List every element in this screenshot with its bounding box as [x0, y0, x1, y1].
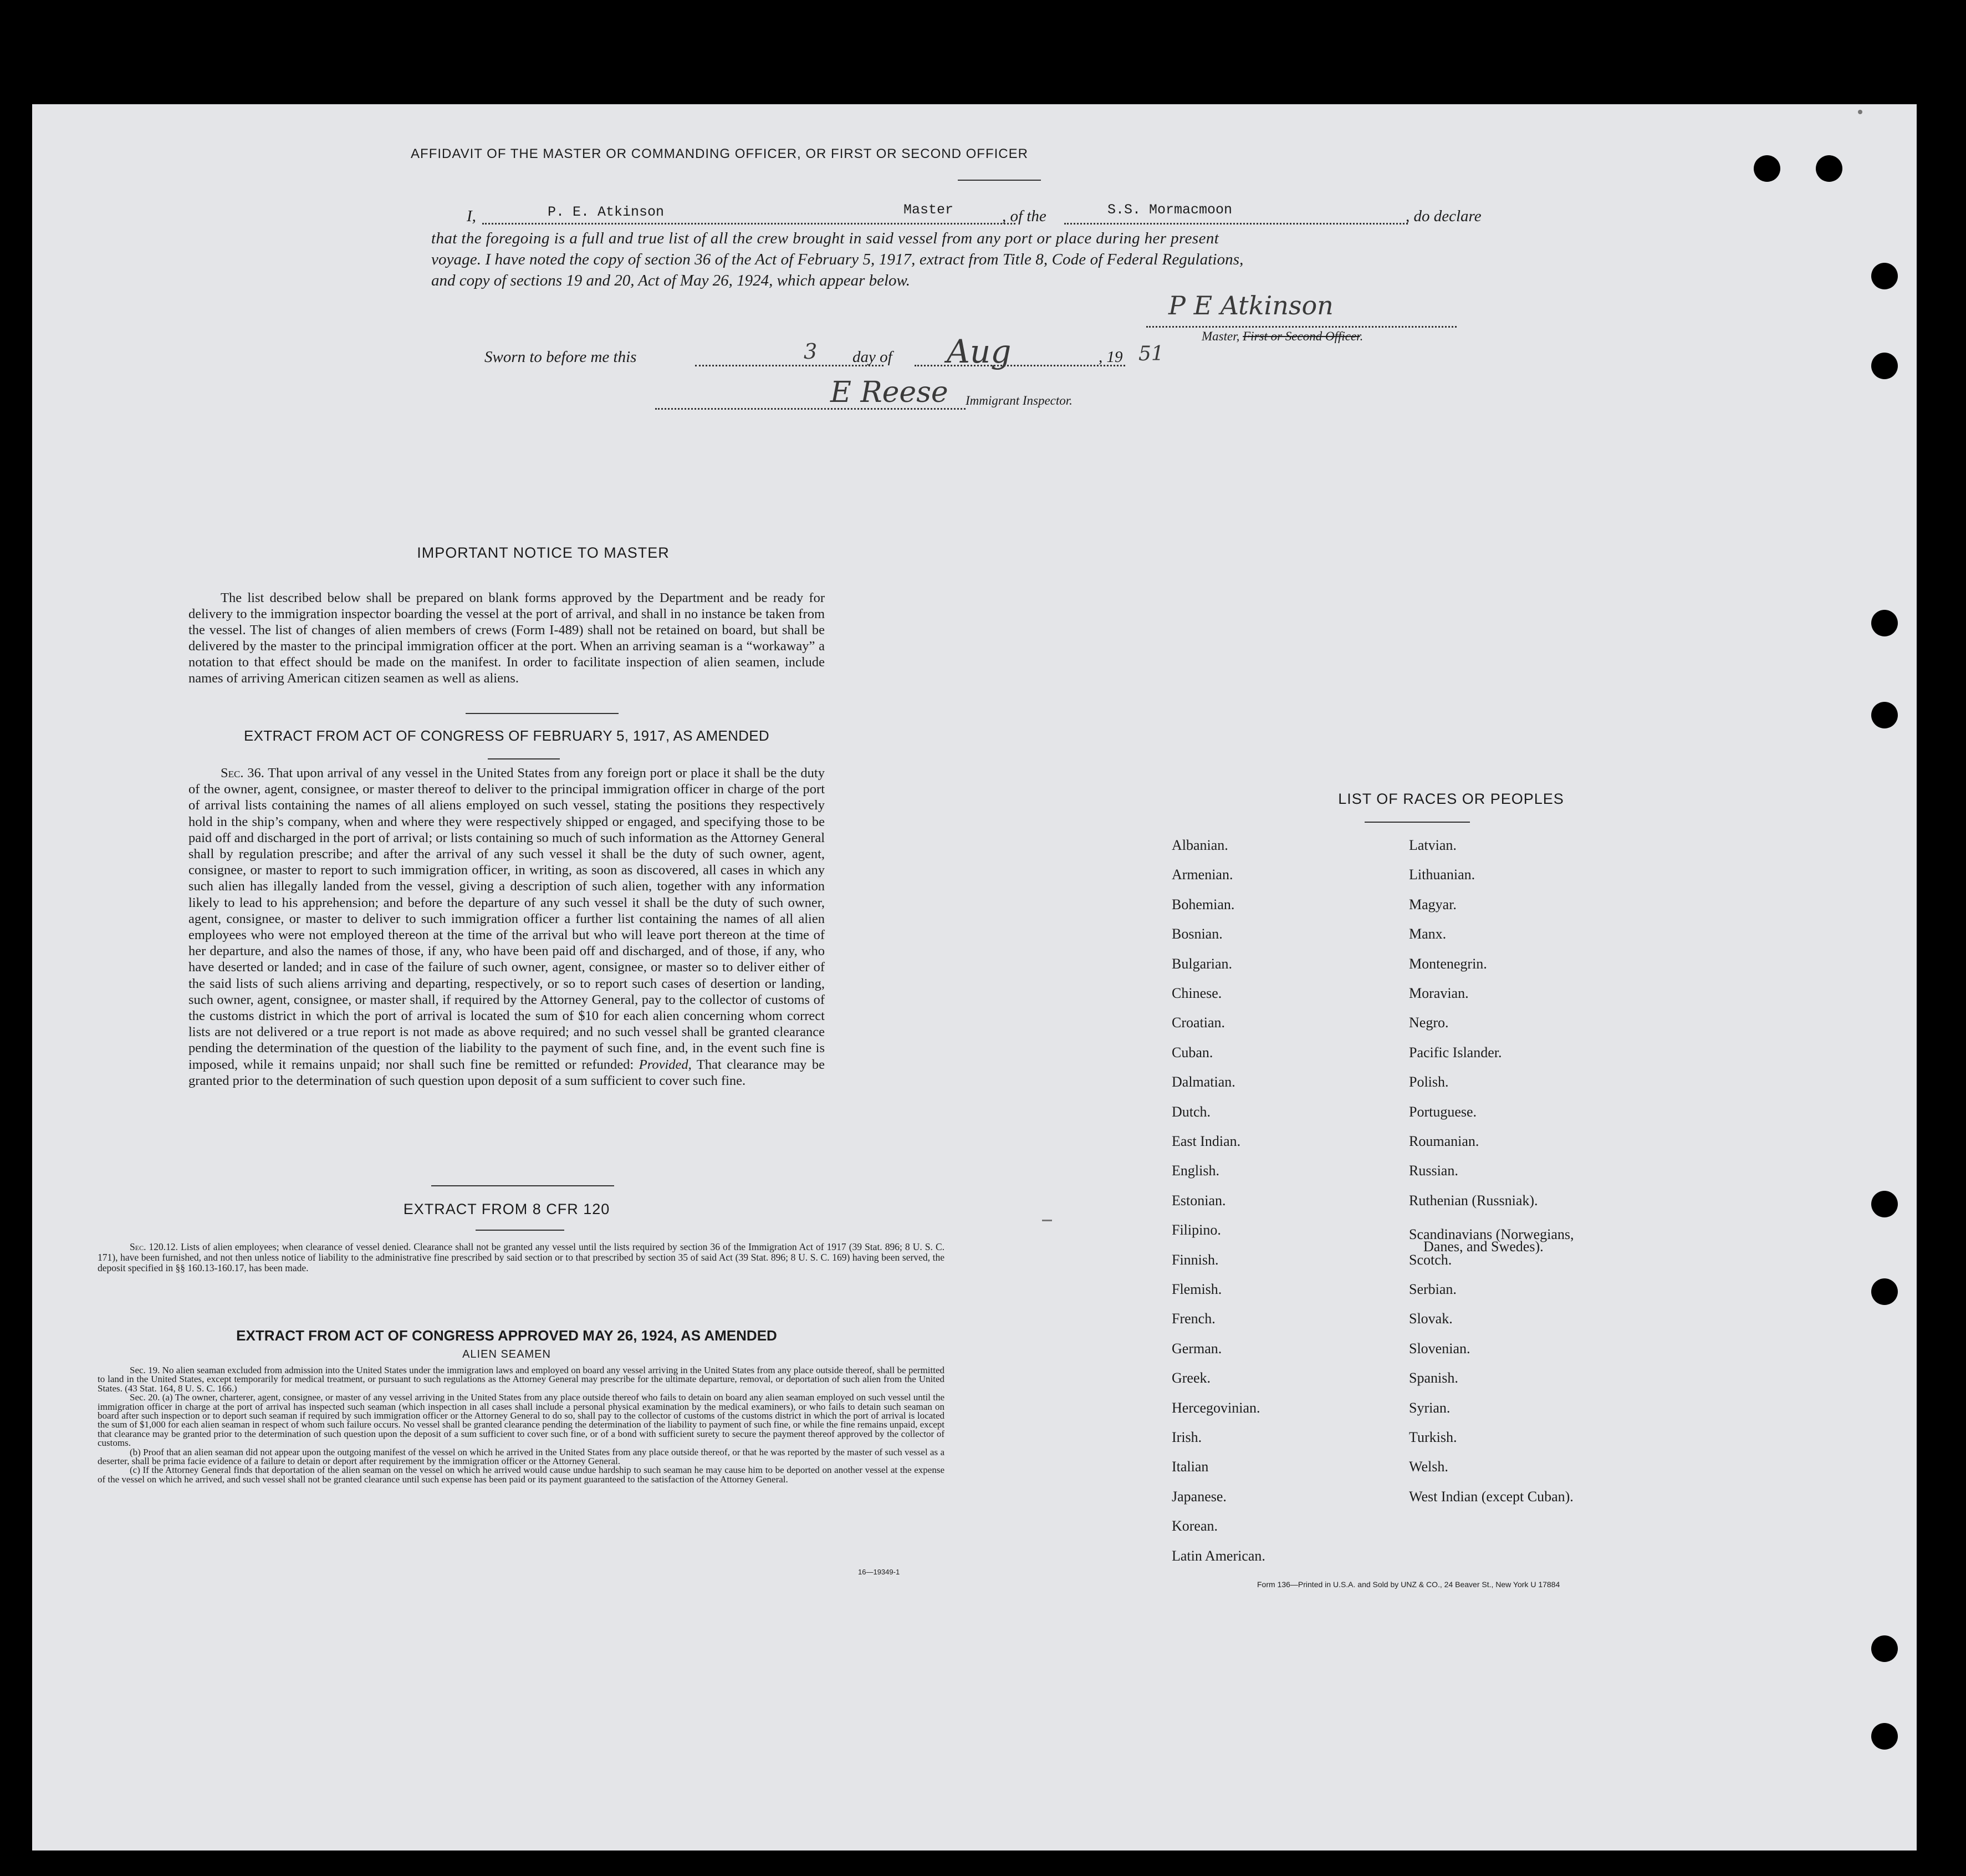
race-item: Negro. — [1409, 1015, 1449, 1031]
race-item: Spanish. — [1409, 1370, 1458, 1386]
vessel-name: S.S. Mormacmoon — [1107, 202, 1233, 218]
extract-1917-body — [188, 765, 825, 1089]
divider — [1365, 822, 1470, 823]
divider — [476, 1230, 564, 1231]
master-name: P. E. Atkinson — [548, 204, 665, 220]
race-item: Bohemian. — [1172, 896, 1235, 912]
race-item: Russian. — [1409, 1163, 1458, 1179]
race-item: Estonian. — [1172, 1192, 1226, 1209]
fill-line — [482, 223, 1015, 225]
document-sheet — [32, 104, 1917, 1850]
race-item: Bulgarian. — [1172, 955, 1233, 972]
race-item: Scotch. — [1409, 1251, 1452, 1268]
race-item: Flemish. — [1172, 1281, 1222, 1297]
speck — [1042, 1220, 1052, 1221]
race-item: German. — [1172, 1340, 1222, 1357]
race-item: Latvian. — [1409, 837, 1457, 853]
punch-hole — [1871, 353, 1898, 379]
extract-1924-title: EXTRACT FROM ACT OF CONGRESS APPROVED MAY 26, 1924, AS AMENDED — [236, 1327, 777, 1344]
extract-1917-title: EXTRACT FROM ACT OF CONGRESS OF FEBRUARY 5, 1917, AS AMENDED — [244, 727, 769, 744]
race-item: Dutch. — [1172, 1103, 1211, 1120]
race-item: Slovenian. — [1409, 1340, 1470, 1357]
year-prefix: , 19 — [1099, 348, 1123, 366]
race-item: Ruthenian (Russniak). — [1409, 1192, 1538, 1209]
day-of-label: day of — [852, 348, 892, 366]
extract-1924-body — [98, 1366, 944, 1484]
punch-hole — [1754, 155, 1780, 182]
extract-1924-subtitle: ALIEN SEAMEN — [462, 1348, 551, 1360]
affidavit-line-4: and copy of sections 19 and 20, Act of May 26, 1924, which appear below. — [431, 272, 910, 289]
master-rank: Master — [903, 202, 954, 218]
race-item: Japanese. — [1172, 1488, 1227, 1505]
sec-20a-text: Sec. 20. (a) The owner, charterer, agent, consignee, or master of any vessel arriving in the United States from any place outside thereof who fails to detain on board any alien seaman employed on such vessel until the immigration officer in charge at the port of arrival has inspected such seaman (which inspection in all cases shall include a personal physical examination by the medical examiners), or who fails to detain such seaman on board after such inspection or to deport such seaman if required by such immigration officer or the Attorney General to do so, shall pay to the collector of customs of the customs district in which the port of arrival is located the sum of $1,000 for each alien seaman in respect of whom such failure occurs. No vessel shall be granted clearance pending the determination of the liability to payment of such fine, or while the fine remains unpaid, except that clearance may be granted prior to the determination of such question upon the deposit of a sum sufficient to cover such fine, or of a bond with sufficient surety to secure the payment thereof approved by the collector of customs. — [98, 1392, 944, 1449]
race-item: Armenian. — [1172, 866, 1233, 883]
fill-line — [915, 365, 1125, 366]
race-item: Irish. — [1172, 1429, 1202, 1445]
punch-hole — [1816, 155, 1842, 182]
race-item: English. — [1172, 1163, 1219, 1179]
race-item: Welsh. — [1409, 1459, 1448, 1475]
month-value: Aug — [947, 333, 1012, 370]
inspector-label: Immigrant Inspector. — [966, 394, 1073, 407]
race-item: Portuguese. — [1409, 1103, 1477, 1120]
race-item: Finnish. — [1172, 1251, 1219, 1268]
punch-hole — [1871, 702, 1898, 728]
sec-120-text: Lists of alien employees; when clearance of vessel denied. Clearance shall not be granted any vessel until the lists required by section 36 of the Immigration Act of 1917 (39 Stat. 896; 8 U. S. C. 171), have been furnished, and not then unless notice of liability to the administrative fine prescribed by said section or to that prescribed by section 35 of said Act (39 Stat. 896; 8 U. S. C. 169) having been served, the deposit specified in §§ 160.13-160.17, has been made. — [98, 1241, 945, 1273]
sec-20b-text: (b) Proof that an alien seaman did not appear upon the outgoing manifest of the vessel on which he arrived in the United States from any place outside thereof, or that he was reported by the master of such vessel as a deserter, shall be prima facie evidence of a failure to detain or deport after requirement by the immigration officer or the Attorney General. — [98, 1446, 944, 1467]
race-item: Albanian. — [1172, 837, 1228, 853]
notice-body: The list described below shall be prepared on blank forms approved by the Department and be ready for delivery to the immigration inspector boarding the vessel at the port of arrival, and shall in no instance be taken from the vessel. The list of changes of alien members of crews (Form I-489) shall not be retained on board, but shall be delivered by the master to the principal immigration officer at the port. When an arriving seaman is a “workaway” a notation to that effect should be made on the manifest. In order to facilitate inspection of alien seamen, include names of arriving American citizen seamen as well as aliens. — [188, 590, 825, 686]
struck-officer-label: First or Second Officer — [1243, 329, 1360, 343]
race-item: Danes, and Swedes). — [1423, 1238, 1544, 1255]
punch-hole — [1871, 610, 1898, 636]
race-item: Greek. — [1172, 1370, 1211, 1386]
affidavit-line-3: voyage. I have noted the copy of section 36 of the Act of February 5, 1917, extract from Title 8, Code of Federal Regulations, — [431, 251, 1244, 268]
punch-hole — [1871, 1723, 1898, 1750]
do-declare-label: , do declare — [1406, 207, 1482, 225]
race-item: Turkish. — [1409, 1429, 1457, 1445]
race-item: Slovak. — [1409, 1311, 1453, 1327]
divider — [488, 758, 560, 759]
extract-cfr-body — [98, 1242, 944, 1273]
sworn-label: Sworn to before me this — [484, 348, 637, 366]
race-item: Croatian. — [1172, 1015, 1225, 1031]
races-title: LIST OF RACES OR PEOPLES — [1338, 791, 1564, 807]
race-item: East Indian. — [1172, 1133, 1241, 1149]
race-item: West Indian (except Cuban). — [1409, 1488, 1574, 1505]
divider — [431, 1185, 614, 1186]
race-item: Polish. — [1409, 1074, 1449, 1090]
notice-title: IMPORTANT NOTICE TO MASTER — [417, 544, 670, 561]
master-signature: P E Atkinson — [1168, 290, 1334, 320]
sec-36-text: That upon arrival of any vessel in the United States from any foreign port or place it shall be the duty of the owner, agent, consignee, or master thereof to deliver to the principal immigration officer in charge of the port of arrival lists containing the names of all aliens employed on such vessel, stating the positions they respectively hold in the ship’s company, when and where they were respectively shipped or engaged, and specifying those to be paid off and discharged in the port of arrival; or lists containing so much of such information as the Attorney General shall by regulation prescribe; and after the arrival of any such vessel it shall be the duty of such owner, agent, consignee, or master to report to such immigration officer, in writing, as soon as discovered, all cases in which any such alien has illegally landed from the vessel, giving a description of such alien, together with any information likely to lead to his apprehension; and before the departure of any such vessel it shall be the duty of such owner, agent, consignee, or master to deliver to such immigration officer a further list containing the names of all alien employees who were not employed thereon at the time of the arrival but who will leave port thereon at the time of her departure, and also the names of those, if any, who have been paid off and discharged, and of those, if any, who have deserted or landed; and in case of the failure of such owner, agent, consignee, or master so to deliver either of the said lists of such aliens arriving and departing, respectively, or so to report such cases of desertion or landing, such owner, agent, consignee, or master shall, if required by the Attorney General, pay to the collector of customs of the customs district in which the port of arrival is located the sum of $10 for each alien concerning whom correct lists are not delivered or a true report is not made as above required; and no such vessel shall be granted clearance pending the determination of the question of the liability to the payment of such fine, and, in the event such fine is imposed, while it remains unpaid; nor shall such fine be remitted or refunded: — [188, 766, 825, 1072]
race-item: Korean. — [1172, 1518, 1218, 1535]
race-item: Montenegrin. — [1409, 955, 1487, 972]
day-value: 3 — [804, 339, 818, 364]
inspector-signature: E Reese — [830, 376, 948, 409]
sec-36-label: Sec. 36. — [221, 766, 264, 781]
race-item: French. — [1172, 1311, 1216, 1327]
divider — [466, 713, 619, 714]
punch-hole — [1871, 263, 1898, 289]
race-item: Syrian. — [1409, 1399, 1451, 1416]
race-item: Dalmatian. — [1172, 1074, 1235, 1090]
signature-caption — [1202, 329, 1363, 344]
race-item: Cuban. — [1172, 1044, 1213, 1061]
race-item: Moravian. — [1409, 985, 1469, 1001]
race-item: Bosnian. — [1172, 926, 1223, 942]
race-item: Lithuanian. — [1409, 866, 1475, 883]
sec-19-text: Sec. 19. No alien seaman excluded from admission into the United States under the immigration laws and employed on board any vessel arriving in the United States from any place outside thereof, shall be permitted to land in the United States, except temporarily for medical treatment, or pursuant to such regulations as the Attorney General may prescribe for the ultimate departure, removal, or deportation of such alien from the United States. (43 Stat. 164, 8 U. S. C. 166.) — [98, 1365, 944, 1394]
race-item: Magyar. — [1409, 896, 1457, 912]
period: . — [1360, 329, 1364, 343]
affidavit-title: AFFIDAVIT OF THE MASTER OR COMMANDING OFFICER, OR FIRST OR SECOND OFFICER — [411, 146, 1028, 161]
master-label: Master, — [1202, 329, 1240, 343]
fill-line — [1064, 223, 1408, 225]
sec-120-label: Sec. 120.12. — [130, 1241, 178, 1252]
year-value: 51 — [1138, 343, 1164, 365]
sec-36-text-cont: That clearance may be granted prior to the determination of such question upon deposit of a sum sufficient to cover such fine. — [188, 1057, 825, 1088]
extract-cfr-title: EXTRACT FROM 8 CFR 120 — [403, 1201, 610, 1217]
sec-20c-text: (c) If the Attorney General finds that deportation of the alien seaman on the vessel on which he arrived would cause undue hardship to such seaman he may cause him to be deported on another vessel at the expense of the vessel on which he arrived, and such vessel shall not be granted clearance until such expense has been paid or its payment guaranteed to the satisfaction of the Attorney General. — [98, 1465, 944, 1485]
race-item: Latin American. — [1172, 1547, 1265, 1564]
race-item: Italian — [1172, 1459, 1209, 1475]
race-item: Scandinavians (Norwegians, — [1409, 1226, 1574, 1243]
divider — [958, 180, 1041, 181]
speck — [1858, 110, 1862, 114]
punch-hole — [1871, 1191, 1898, 1217]
race-item: Manx. — [1409, 926, 1447, 942]
race-item: Pacific Islander. — [1409, 1044, 1502, 1061]
race-item: Filipino. — [1172, 1222, 1221, 1238]
form-footer: Form 136—Printed in U.S.A. and Sold by UNZ & CO., 24 Beaver St., New York U 17884 — [1257, 1580, 1560, 1589]
punch-hole — [1871, 1278, 1898, 1305]
punch-hole — [1871, 1635, 1898, 1662]
race-item: Hercegovinian. — [1172, 1399, 1260, 1416]
race-item: Chinese. — [1172, 985, 1222, 1001]
race-item: Serbian. — [1409, 1281, 1457, 1297]
of-the-label: , of the — [1002, 207, 1046, 225]
affidavit-i: I, — [467, 207, 476, 225]
print-code: 16—19349-1 — [858, 1568, 900, 1576]
fill-line — [1146, 326, 1457, 328]
race-item: Roumanian. — [1409, 1133, 1479, 1149]
affidavit-line-2: that the foregoing is a full and true list of all the crew brought in said vessel from any port or place during her present — [431, 230, 1219, 247]
provided-word: Provided, — [639, 1057, 692, 1072]
